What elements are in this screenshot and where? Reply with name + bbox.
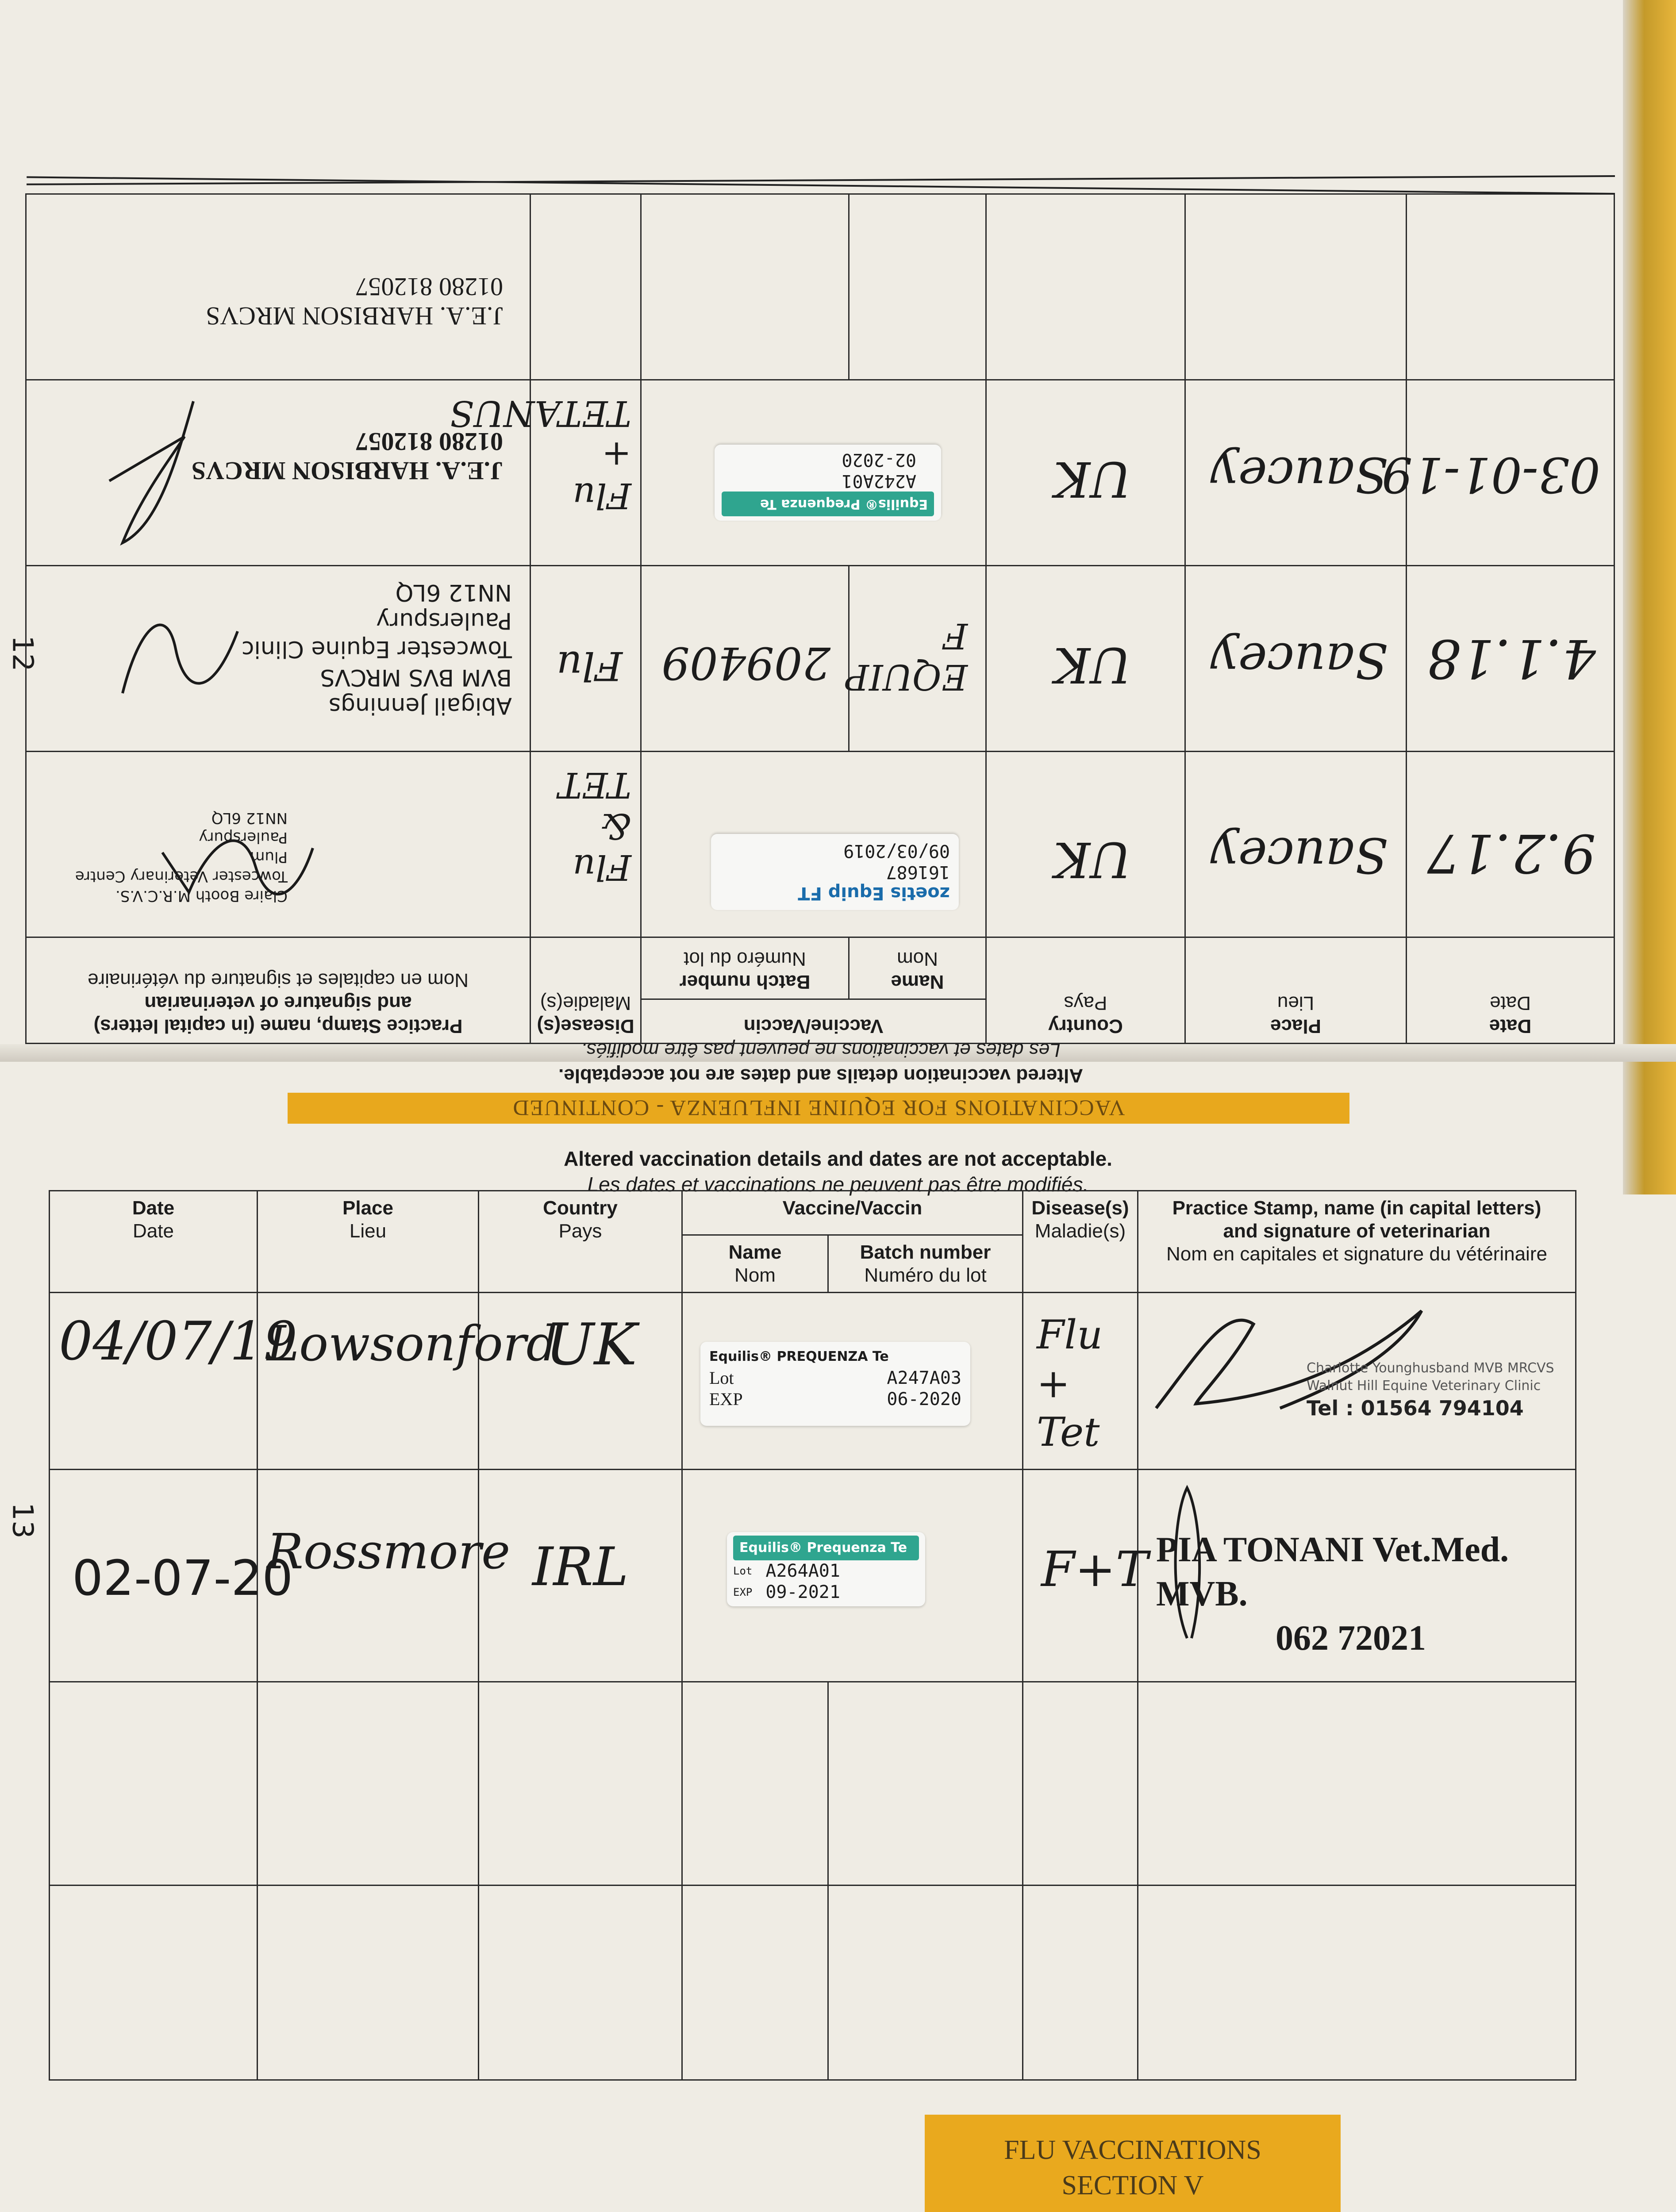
table-row <box>50 1470 1576 1682</box>
stamp-line: Walnut Hill Equine Veterinary Clinic <box>1307 1378 1541 1394</box>
table-row <box>50 1293 1576 1470</box>
country-cell: IRL <box>479 1470 682 1682</box>
stamp-line: Towcester Equine Clinic <box>241 636 512 662</box>
stamp-line: J.E.A. HARBISON MRCVS <box>191 457 503 485</box>
place-cell: Lowsonford <box>258 1293 479 1470</box>
country-cell: UK <box>479 1293 682 1470</box>
upper-header-place: Place Lieu <box>1185 937 1407 1044</box>
country-cell <box>479 1682 682 1886</box>
header-stamp: Practice Stamp, name (in capital letters) and signature of veterinarian Nom en capitales et signature du vétérinaire <box>1138 1191 1576 1293</box>
table-row <box>50 1682 1576 1886</box>
stamp-line: Towcester Veterinary Centre <box>75 868 288 885</box>
header-country: Country Pays <box>479 1191 682 1293</box>
stamp-line: Tel : 01564 794104 <box>1307 1396 1524 1420</box>
country-cell: UK <box>986 566 1185 752</box>
vaccine-sticker: Equilis® Prequenza Te A242A01 02-2020 <box>715 445 941 521</box>
place-cell: Saucey <box>1185 752 1407 937</box>
disease-cell: Flu + TETANUS <box>530 380 641 566</box>
stamp-cell <box>1138 1470 1576 1682</box>
upper-header-batch: Batch number Numéro du lot <box>641 937 849 999</box>
lower-vaccination-table <box>49 1190 1576 2081</box>
vaccine-sticker: Equilis® PREQUENZA Te Lot A247A03 EXP 06-2020 <box>700 1342 970 1426</box>
batch-cell <box>828 1682 1023 1886</box>
page-number-lower: 13 <box>6 1502 39 1539</box>
vaccine-sticker: zoetis Equip FT 161687 09/03/2019 <box>711 834 959 910</box>
stamp-line: Paulerspury <box>199 829 288 846</box>
disease-cell: Flu + Tet <box>1023 1293 1138 1470</box>
header-name: Name Nom <box>682 1235 828 1293</box>
stamp-line: Claire Booth M.R.C.V.S. <box>115 887 288 905</box>
date-cell <box>50 1682 258 1886</box>
upper-notice-fr: Les dates et vaccinations ne peuvent pas être modifiés. <box>581 1039 1061 1061</box>
stamp-line: 062 72021 <box>1276 1619 1426 1658</box>
header-batch: Batch number Numéro du lot <box>828 1235 1023 1293</box>
table-row <box>50 1886 1576 2080</box>
section-number: SECTION V <box>1061 2170 1204 2200</box>
upper-heading: VACCINATIONS FOR EQUINE INFLUENZA - CONTINUED <box>288 1093 1349 1124</box>
date-cell: 02-07-20 <box>50 1470 258 1682</box>
section-footer <box>925 2115 1341 2212</box>
stamp-line: Paulerspury <box>376 607 512 634</box>
upper-header-stamp: Practice Stamp, name (in capital letters) and signature of veterinarian Nom en capitales et signature du vétérinaire <box>26 937 530 1044</box>
place-cell: Rossmore <box>258 1470 479 1682</box>
lower-notice-en: Altered vaccination details and dates are not acceptable. <box>564 1147 1112 1170</box>
header-vaccine: Vaccine/Vaccin <box>682 1191 1023 1235</box>
vaccine-cell <box>682 1470 1023 1682</box>
stamp-line: Charlotte Younghusband MVB MRCVS <box>1307 1360 1554 1376</box>
stamp-cell <box>1138 1293 1576 1470</box>
disease-cell: F+T <box>1023 1470 1138 1682</box>
upper-header-vaccine: Vaccine/Vaccin <box>641 999 986 1044</box>
stamp-cell <box>1138 1886 1576 2080</box>
vaccine-name-cell <box>682 1682 828 1886</box>
date-cell: 9.2.17 <box>1407 752 1614 937</box>
upper-header-disease: Disease(s) Maladie(s) <box>530 937 641 1044</box>
stamp-line: BVM BVS MRCVS <box>320 664 512 691</box>
place-cell <box>258 1886 479 2080</box>
page-number-upper: 12 <box>6 635 39 672</box>
place-cell <box>258 1682 479 1886</box>
date-cell <box>50 1886 258 2080</box>
disease-cell <box>1023 1886 1138 2080</box>
upper-header-country: Country Pays <box>986 937 1185 1044</box>
batch-cell <box>828 1886 1023 2080</box>
date-cell: 04/07/19 <box>50 1293 258 1470</box>
stamp-line: Plum <box>250 848 288 866</box>
stamp-line: NN12 6LQ <box>211 809 288 827</box>
stamp-line: 01280 812057 <box>355 427 503 456</box>
header-place: Place Lieu <box>258 1191 479 1293</box>
place-cell: Saucey <box>1185 566 1407 752</box>
stamp-line: PIA TONANI Vet.Med. MVB. <box>1156 1530 1509 1613</box>
vaccine-sticker: Equilis® Prequenza Te Lot A264A01 EXP 09-2021 <box>727 1532 925 1606</box>
disease-cell <box>1023 1682 1138 1886</box>
header-date: Date Date <box>50 1191 258 1293</box>
stamp-line: Abigail Jennings <box>328 692 512 719</box>
vaccine-name-cell <box>682 1886 828 2080</box>
stamp-line: 01280 812057 <box>355 273 503 301</box>
disease-cell: Flu & TET <box>530 752 641 937</box>
vaccine-name-cell: EQUIP F <box>849 566 986 752</box>
vaccine-cell <box>682 1293 1023 1470</box>
place-cell: Saucey <box>1185 380 1407 566</box>
batch-cell: 209409 <box>641 566 849 752</box>
country-cell: UK <box>986 380 1185 566</box>
stamp-line: NN12 6LQ <box>395 579 512 606</box>
header-disease: Disease(s) Maladie(s) <box>1023 1191 1138 1293</box>
date-cell: 03-01-19 <box>1407 380 1614 566</box>
upper-notice-en: Altered vaccination details and dates are not acceptable. <box>558 1065 1083 1087</box>
country-cell <box>479 1886 682 2080</box>
stamp-line: J.E.A. HARBISON MRCVS <box>206 302 503 330</box>
section-title: FLU VACCINATIONS <box>1004 2135 1261 2165</box>
date-cell: 4.1.18 <box>1407 566 1614 752</box>
lower-notice-fr: Les dates et vaccinations ne peuvent pas être modifiés. <box>587 1173 1089 1196</box>
upper-header-name: Name Nom <box>849 937 986 999</box>
upper-header-date: Date Date <box>1407 937 1614 1044</box>
lower-notice <box>0 1146 1676 1197</box>
country-cell: UK <box>986 752 1185 937</box>
stamp-cell <box>1138 1682 1576 1886</box>
disease-cell: Flu <box>530 566 641 752</box>
